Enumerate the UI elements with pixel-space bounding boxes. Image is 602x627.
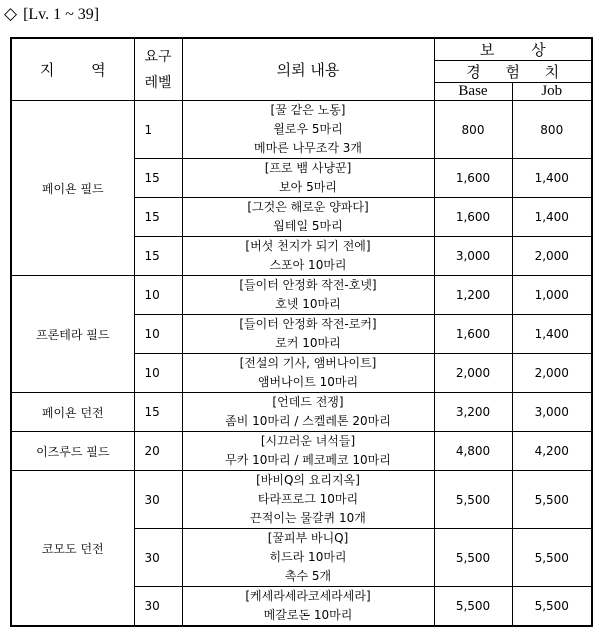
region-cell: 페이욘 필드 <box>11 101 134 276</box>
quest-content <box>182 529 434 587</box>
quest-requirement: 끈적이는 물갈퀴 10개 <box>250 511 366 525</box>
quest-name: [들이터 안정화 작전-로커] <box>239 317 377 331</box>
job-exp: 4,200 <box>512 432 592 471</box>
quest-name: [꿀 같은 노동] <box>270 103 346 117</box>
quest-name: [꿀피부 바니Q] <box>267 531 349 545</box>
base-exp: 3,000 <box>434 237 512 276</box>
job-exp: 3,000 <box>512 393 592 432</box>
page-title <box>4 4 99 24</box>
quest-body <box>11 101 592 627</box>
region-cell: 프론테라 필드 <box>11 276 134 393</box>
quest-requirement: 윌로우 5마리 <box>273 122 343 136</box>
quest-name: [버섯 천지가 되기 전에] <box>245 239 371 253</box>
quest-requirement: 보아 5마리 <box>279 180 337 194</box>
level-range: [Lv. 1 ~ 39] <box>23 6 100 23</box>
quest-content <box>182 276 434 315</box>
required-level: 1 <box>134 101 182 159</box>
required-level: 10 <box>134 315 182 354</box>
level-header <box>134 38 182 101</box>
region-header: 지 역 <box>11 38 134 101</box>
quest-content <box>182 587 434 627</box>
job-exp: 2,000 <box>512 237 592 276</box>
region-cell: 페이욘 던전 <box>11 393 134 432</box>
base-exp: 1,200 <box>434 276 512 315</box>
region-cell: 코모도 던전 <box>11 471 134 627</box>
quest-name: [들이터 안정화 작전-호넷] <box>239 278 377 292</box>
base-exp: 2,000 <box>434 354 512 393</box>
quest-name: [프로 뱀 사냥꾼] <box>264 161 352 175</box>
job-exp: 1,400 <box>512 315 592 354</box>
quest-requirement: 로커 10마리 <box>275 336 341 350</box>
quest-name: [바비Q의 요리지옥] <box>256 473 360 487</box>
quest-requirement: 촉수 5개 <box>284 569 332 583</box>
level-header-line2: 레벨 <box>144 74 172 91</box>
base-exp: 800 <box>434 101 512 159</box>
required-level: 20 <box>134 432 182 471</box>
job-exp: 1,400 <box>512 198 592 237</box>
diamond-icon: ◇ <box>4 4 18 23</box>
quest-requirement: 메마른 나무조각 3개 <box>253 141 362 155</box>
job-exp: 5,500 <box>512 587 592 627</box>
quest-content <box>182 432 434 471</box>
quest-content <box>182 393 434 432</box>
base-header: Base <box>434 83 512 101</box>
quest-name: [그것은 해로운 양파다] <box>247 200 369 214</box>
base-exp: 5,500 <box>434 587 512 627</box>
quest-name: [전설의 기사, 앰버나이트] <box>239 356 377 370</box>
quest-name: [시끄러운 녀석들] <box>260 434 356 448</box>
quest-row <box>11 276 592 315</box>
job-exp: 1,400 <box>512 159 592 198</box>
quest-requirement: 타라프로그 10마리 <box>257 492 359 506</box>
quest-row <box>11 393 592 432</box>
required-level: 10 <box>134 354 182 393</box>
job-exp: 5,500 <box>512 529 592 587</box>
quest-requirement: 무카 10마리 / 페코페코 10마리 <box>225 453 391 467</box>
quest-row <box>11 471 592 529</box>
quest-content <box>182 101 434 159</box>
reward-header: 보 상 <box>434 38 592 61</box>
level-header-line1: 요구 <box>144 48 172 65</box>
base-exp: 5,500 <box>434 471 512 529</box>
quest-content <box>182 315 434 354</box>
required-level: 15 <box>134 393 182 432</box>
required-level: 15 <box>134 159 182 198</box>
quest-row <box>11 432 592 471</box>
required-level: 30 <box>134 529 182 587</box>
quest-table <box>10 37 593 627</box>
required-level: 10 <box>134 276 182 315</box>
job-exp: 800 <box>512 101 592 159</box>
quest-name: [언데드 전쟁] <box>272 395 344 409</box>
base-exp: 1,600 <box>434 315 512 354</box>
base-exp: 3,200 <box>434 393 512 432</box>
base-exp: 1,600 <box>434 198 512 237</box>
base-exp: 4,800 <box>434 432 512 471</box>
base-exp: 1,600 <box>434 159 512 198</box>
exp-header: 경 험 치 <box>434 61 592 83</box>
base-exp: 5,500 <box>434 529 512 587</box>
job-exp: 2,000 <box>512 354 592 393</box>
region-cell: 이즈루드 필드 <box>11 432 134 471</box>
quest-requirement: 좀비 10마리 / 스켈레톤 20마리 <box>225 414 391 428</box>
quest-content <box>182 471 434 529</box>
quest-content <box>182 198 434 237</box>
quest-requirement: 메갈로돈 10마리 <box>263 608 353 622</box>
quest-content <box>182 159 434 198</box>
job-exp: 5,500 <box>512 471 592 529</box>
quest-requirement: 스포아 10마리 <box>269 258 347 272</box>
quest-content <box>182 237 434 276</box>
required-level: 15 <box>134 198 182 237</box>
quest-requirement: 앰버나이트 10마리 <box>257 375 359 389</box>
quest-content <box>182 354 434 393</box>
job-header: Job <box>512 83 592 101</box>
quest-row <box>11 101 592 159</box>
quest-requirement: 히드라 10마리 <box>269 550 347 564</box>
required-level: 30 <box>134 587 182 627</box>
quest-requirement: 웜테일 5마리 <box>273 219 343 233</box>
required-level: 30 <box>134 471 182 529</box>
quest-name: [케세라세라코세라세라] <box>245 589 371 603</box>
quest-requirement: 호넷 10마리 <box>275 297 341 311</box>
required-level: 15 <box>134 237 182 276</box>
job-exp: 1,000 <box>512 276 592 315</box>
content-header: 의뢰 내용 <box>182 38 434 101</box>
